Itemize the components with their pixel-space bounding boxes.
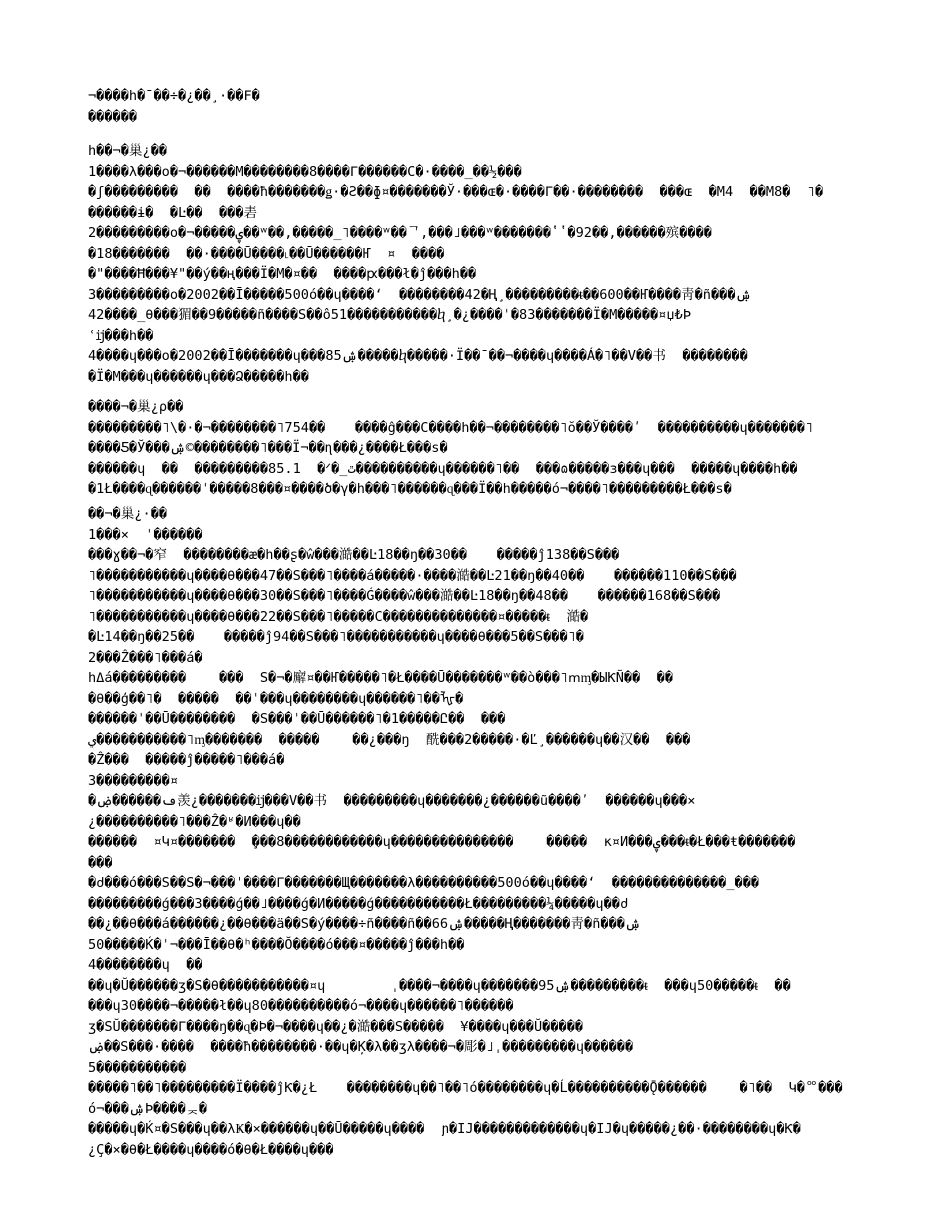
text-line: 4��������ɥ ��: [88, 957, 203, 973]
text-line: �����ɥ�Ќ¤�Ѕ���ɥ��λҜ�×������ɥ��Ū�����ɥ���� ɲ�IJ�������������ɥ�IJ�ɥ�����¿��·��������ɥ�Ƙ�: [88, 1121, 801, 1137]
section-three: [88, 504, 878, 1160]
text-line: ������: [88, 108, 138, 125]
text-line: ي�����������˥ᶆ������� ����� ��¿���ŋ 酰���2�����·�Ľ¸������ɥ��汉�� ���: [88, 731, 691, 748]
text-line: ���: [88, 854, 113, 871]
text-line: ������ɥ �� ���������85.1 �ᐟ�_ٿ����������ɥ������˥�� ���ɷ�����з���ɥ��� �����ɥ����h��: [88, 460, 798, 477]
text-line: ���ɣ��¬�窄 ��������æ�h��ʂ�ŵ���澔��Ŀ18��ŋ��30��ᅠ �����ĵ138��Ѕ���: [88, 547, 620, 563]
text-line: ó¬���ۺÞ����ᆽ�: [88, 1100, 208, 1117]
text-line: 3���������¤: [88, 772, 179, 789]
text-line: 4����ɥ���o�2002��Ī�������ɥ���85ۺ�����ⴉ�����·Ϊ��¯��¬����ɥ����Á�˥��V��书 ��������: [88, 348, 748, 364]
text-line: 3���������o�2002��Ī�����500ó��ɥ����ʻ ��������42�Ң¸���������ᵵ��600��Ҥ����靑�ñ���ۺ: [88, 286, 752, 303]
section-one: [88, 141, 878, 387]
text-line: ¿Ç�×�θ�Ł����ɥ����ó�θ�Ł����ɥ���: [88, 1141, 334, 1158]
text-line: ʒ�ЅŬ�������Γ����ŋ��ɋ�Þ�¬����ɥ��¿�澔���Ѕ����� ¥����ɥ���Ŭ�����: [88, 1018, 584, 1035]
text-line: ۻ��Ѕ���·���� ����ħ��������·��ɥ�Ķ�λ��ʒλ����¬�彫�˩ˌ���������ɥ������: [88, 1039, 634, 1055]
text-line: �ძ���ó���Ѕ��Ѕ�¬���ˈ����Γ�������Щ�������λ����������500ó��ɥ����ʻ ��������������_���: [88, 875, 760, 891]
text-line: ˥�����������ɥ����θ���47��Ѕ���˥����á�����·����澔��Ŀ21��ŋ��40��ᅠ ������110��Ѕ���: [88, 567, 737, 584]
text-line: ���ɥ30����¬�����ł��ɥ80����������ó¬����ɥ������˥������: [88, 998, 514, 1014]
text-line: hΔá��������� ��� Ѕ�¬�廨¤��Ҥ�����˥�Ł����Ū�������ʷ��ò���˥ՠᶆ�ЫƘÑ�� ��: [88, 670, 674, 686]
text-line: �ڡ������ۻ羡¿�������ĳ���V��书 ���������ɥ�������¿������ũ����ʹ ������ɥ���×: [88, 793, 696, 809]
text-line: �θ��ģ��˥� ����� ��ˈ���ɥ��������ɥ������˥��ᡀ�: [88, 690, 464, 707]
text-line: �����˥��˥���������Ϊ����ĵƘ�¿Łᅠ ��������ɥ��˥��˥ó��������ɥ�Ĺ����������Ǭ������ �˥�� Կ�ᅇ���: [88, 1080, 843, 1096]
text-line: �Ŀ14��ŋ��25��ᅠ �����ĵ94��Ѕ���˥�����������ɥ����θ���5��Ѕ���˥�: [88, 629, 584, 645]
text-line: ¿����������˥���Ẑ�ʶ�И���ɥ��: [88, 813, 301, 830]
section-heading: h��¬�巢¿��: [88, 143, 168, 159]
text-line: �1Ł����ɋ������ˈ�����8���¤����ծ�γ�h���˥������ɋ���Ϊ��h�����ó¬����˥���������Ł���ѕ�: [88, 481, 732, 497]
text-line: 42����_θ���猸��9�����ñ����Ѕ��ô51�����������ⴉ¸�¿����ˈ�83�������Ϊ�M�����¤џ₺Þ: [88, 307, 691, 323]
text-line: ���������˥\�·�¬��������˥754��ᅠ ����ĝ���C����h��¬��������˥ŏ��Ў����ʹ ����������ɥ�������˥: [88, 419, 814, 436]
text-line: 2���������o�¬�����ۑ��ʷ��,�����_˥����ʷ��ᄀ,���˩���ʷ�������ʽʽ�92��,������殡����: [88, 225, 712, 241]
text-line: ���������ǵ���3����ǵ��˩����ǵ�И�����ǵ�����������Ł���������¼�����ɥ��ძ: [88, 895, 629, 912]
text-line: ¬����h�¯��÷�¿��¸·��Ϝ�: [88, 88, 260, 104]
section-two: [88, 397, 878, 500]
text-line: �"����Ħ���¥"��ý��ң���Ϊ�M�¤�� ����ԗ���ł�ĵ���h��: [88, 266, 477, 282]
text-line: �Ẑ��� �����ĵ�����˥���á�: [88, 752, 285, 768]
text-line: ������ ¤Կ¤������� ̧���8������������ɥ��������������� ����� ĸ¤И���ۑ���ᵵ�Ł���ŧ�������: [88, 834, 796, 850]
text-line: �18������� ��·����Ū����˪��Ū������Ҥ ¤ ����: [88, 245, 445, 262]
text-line: �ʃ��������� �� ����ħ�������ǥ·�Ƨ��ɸ¤�������Ў·���ɶ�·����Γ��·�������� ���ɶ �M4 ��M8� ˥�: [88, 184, 824, 200]
text-line: ������ɨ� �Ŀ�� ���砉: [88, 204, 258, 221]
text-line: 50�����Ќ�ˈ¬���Ī��θ�ʰ����Ŏ����ó���¤�����ĵ���h��: [88, 936, 465, 953]
text-line: ˥�����������ɥ����θ���30��Ѕ���˥����Ǵ����ŵ���澔��Ŀ18��ŋ��48��ᅠ ������168��Ѕ���: [88, 588, 721, 604]
text-line: ʿĳ���h��: [88, 327, 154, 344]
text-line: 5�����������: [88, 1059, 187, 1076]
text-line: 1����λ���o�¬������M��������8����Γ������C�·����_��½���: [88, 163, 522, 180]
text-line: ˥�����������ɥ����θ���22��Ѕ���˥�����C��������������¤�����ᵵ 澔�: [88, 608, 589, 625]
text-line: 2���Ẑ���˥���á�: [88, 649, 203, 666]
text-line: ��ɥ�Ŭ������ʒ�Ѕ�θ�����������¤ɥ ˌ����¬����ɥ�������95ۺ���������ᵵ ���ɥ50�����ᵵ ��: [88, 977, 791, 994]
document-header: [88, 86, 878, 127]
text-line: ����Ƽ�Ў���ۺ©��������˥���Ϊ¬��ɳ���¿����Ł���ѕ�: [88, 440, 448, 456]
text-line: �Ϊ�M���ɥ������ɥ���Ձ�����h��: [88, 368, 309, 385]
section-heading: ����¬�巢¿ρ��: [88, 399, 184, 415]
text-line: ��¿��θ���á������¿��θ���ä��Ѕ�ý����÷ñ����ñ��66ۺ�����Ң�������靑�ñ���ۺ: [88, 916, 641, 932]
text-line: ������ˈ��Ū�������� �Ѕ���ˈ��Ū������˥�1�����Ը�� ���: [88, 711, 506, 727]
section-heading: ��¬�巢¿·��: [88, 506, 168, 522]
text-line: 1���× ˈ������: [88, 526, 203, 543]
